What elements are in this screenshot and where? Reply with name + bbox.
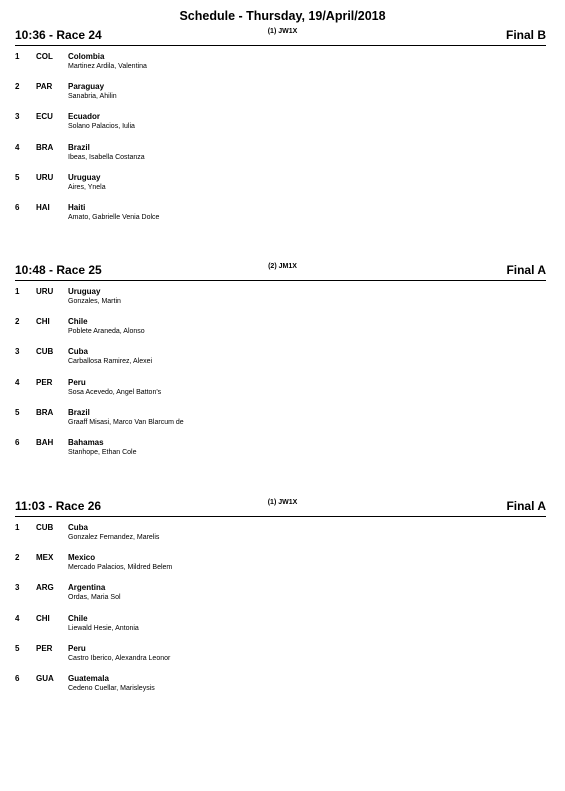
country-code: PER <box>36 644 53 653</box>
athlete-name: Ibeas, Isabella Costanza <box>68 154 145 161</box>
lane-number: 6 <box>15 438 20 447</box>
race-block <box>15 263 546 456</box>
country-name: Cuba <box>68 347 88 356</box>
lane-number: 3 <box>15 583 20 592</box>
athlete-name: Solano Palacios, Iulia <box>68 123 135 130</box>
country-name: Uruguay <box>68 287 101 296</box>
country-name: Chile <box>68 317 88 326</box>
list-item <box>15 317 546 345</box>
race-header <box>15 499 546 517</box>
country-code: CUB <box>36 347 54 356</box>
list-item <box>15 173 546 201</box>
athlete-name: Gonzales, Martin <box>68 298 121 305</box>
race-event: (2) JM1X <box>268 263 297 270</box>
race-block <box>15 499 546 692</box>
lane-number: 2 <box>15 317 20 326</box>
country-name: Cuba <box>68 523 88 532</box>
athlete-name: Cedeno Cuellar, Marisleysis <box>68 685 155 692</box>
athlete-name: Amato, Gabrielle Venia Dolce <box>68 214 160 221</box>
athlete-name: Liewald Hesie, Antonia <box>68 625 139 632</box>
lane-number: 4 <box>15 143 20 152</box>
race-event: (1) JW1X <box>267 499 298 506</box>
lane-number: 6 <box>15 203 20 212</box>
lane-number: 4 <box>15 614 20 623</box>
country-name: Ecuador <box>68 112 101 121</box>
lane-number: 6 <box>15 674 20 683</box>
athlete-name: Graaff Misasi, Marco Van Blarcum de <box>68 419 184 426</box>
lane-number: 3 <box>15 112 20 121</box>
list-item <box>15 644 546 672</box>
country-code: GUA <box>36 674 54 683</box>
page-title: Schedule - Thursday, 19/April/2018 <box>179 9 386 23</box>
country-name: Haiti <box>68 203 86 212</box>
athlete-name: Ordas, Maria Sol <box>68 594 121 601</box>
list-item <box>15 583 546 611</box>
athlete-name: Mercado Palacios, Mildred Belem <box>68 564 173 571</box>
athlete-name: Gonzalez Fernandez, Marelis <box>68 534 160 541</box>
athlete-name: Castro Iberico, Alexandra Leonor <box>68 655 171 662</box>
race-final: Final B <box>505 28 546 42</box>
list-item <box>15 674 546 702</box>
country-code: PAR <box>36 82 53 91</box>
country-code: CHI <box>36 317 50 326</box>
list-item <box>15 438 546 466</box>
country-name: Chile <box>68 614 88 623</box>
country-code: CUB <box>36 523 54 532</box>
list-item <box>15 143 546 171</box>
lane-number: 5 <box>15 644 20 653</box>
list-item <box>15 112 546 140</box>
country-code: PER <box>36 378 53 387</box>
country-name: Peru <box>68 378 86 387</box>
list-item <box>15 553 546 581</box>
lane-number: 4 <box>15 378 20 387</box>
country-code: HAI <box>36 203 50 212</box>
country-name: Uruguay <box>68 173 101 182</box>
lane-number: 5 <box>15 173 20 182</box>
country-code: BRA <box>36 143 54 152</box>
country-code: ARG <box>36 583 54 592</box>
list-item <box>15 614 546 642</box>
lane-number: 2 <box>15 553 20 562</box>
country-code: ECU <box>36 112 53 121</box>
race-event: (1) JW1X <box>267 28 298 35</box>
race-time: 11:03 - Race 26 <box>15 499 102 513</box>
country-code: CHI <box>36 614 50 623</box>
lane-number: 5 <box>15 408 20 417</box>
country-code: BRA <box>36 408 54 417</box>
lane-number: 1 <box>15 52 20 61</box>
athlete-name: Aires, Ynela <box>68 184 106 191</box>
country-name: Colombia <box>68 52 105 61</box>
country-code: BAH <box>36 438 54 447</box>
list-item <box>15 52 546 80</box>
country-name: Guatemala <box>68 674 109 683</box>
list-item <box>15 82 546 110</box>
race-header <box>15 263 546 281</box>
lane-number: 1 <box>15 523 20 532</box>
country-code: URU <box>36 173 54 182</box>
lane-number: 3 <box>15 347 20 356</box>
country-name: Brazil <box>68 143 90 152</box>
race-final: Final A <box>506 499 546 513</box>
list-item <box>15 378 546 406</box>
athlete-name: Sosa Acevedo, Angel Batton's <box>68 389 162 396</box>
country-name: Mexico <box>68 553 96 562</box>
athlete-name: Sanabria, Ahilin <box>68 93 117 100</box>
race-time: 10:48 - Race 25 <box>15 263 102 277</box>
lane-number: 2 <box>15 82 20 91</box>
country-name: Bahamas <box>68 438 104 447</box>
country-name: Argentina <box>68 583 106 592</box>
country-code: URU <box>36 287 54 296</box>
country-code: COL <box>36 52 53 61</box>
country-name: Peru <box>68 644 86 653</box>
race-header <box>15 28 546 46</box>
race-time: 10:36 - Race 24 <box>15 28 102 42</box>
athlete-name: Poblete Araneda, Alonso <box>68 328 145 335</box>
athlete-name: Martinez Ardila, Valentina <box>68 63 147 70</box>
race-final: Final A <box>506 263 546 277</box>
list-item <box>15 203 546 231</box>
lane-number: 1 <box>15 287 20 296</box>
list-item <box>15 287 546 315</box>
race-block <box>15 28 546 221</box>
country-name: Brazil <box>68 408 90 417</box>
list-item <box>15 347 546 375</box>
country-name: Paraguay <box>68 82 105 91</box>
list-item <box>15 408 546 436</box>
country-code: MEX <box>36 553 54 562</box>
athlete-name: Carballosa Ramirez, Alexei <box>68 358 153 365</box>
athlete-name: Stanhope, Ethan Cole <box>68 449 137 456</box>
list-item <box>15 523 546 551</box>
